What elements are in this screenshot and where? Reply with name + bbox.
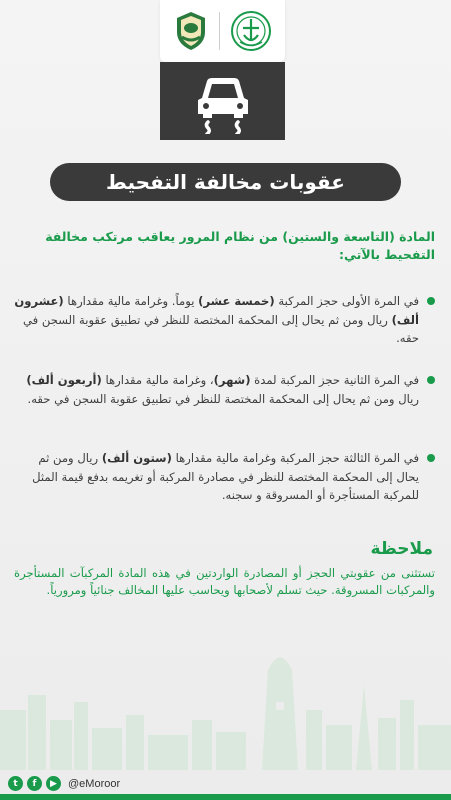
- page-title: [50, 163, 401, 201]
- list-item: في المرة الثالثة حجز المركبة وغرامة مالية مقدارها (ستون ألف) ريال ومن ثم يحال إلى المحكمة المختصة للنظر في مصادرة المركبة أو تغريمه بدفع قيمة المثل للمركبة المستأجرة أو المسروقة و سجنه.: [14, 449, 435, 505]
- note-title: ملاحظة: [370, 539, 433, 559]
- logo-divider: [219, 12, 220, 50]
- drifting-car-icon: [188, 68, 258, 134]
- intro-text: المادة (التاسعة والستين) من نظام المرور يعاقب مرتكب مخالفة التفحيط بالآتي:: [45, 229, 435, 262]
- social-links: [8, 776, 120, 791]
- youtube-icon[interactable]: ▶: [46, 776, 61, 791]
- social-handle[interactable]: @eMoroor: [68, 777, 121, 790]
- facebook-icon[interactable]: f: [27, 776, 42, 791]
- bullet-icon: [427, 376, 435, 384]
- bullet-icon: [427, 297, 435, 305]
- ministry-interior-emblem: [230, 10, 272, 52]
- footer-accent-bar: [0, 794, 451, 800]
- logo-card: [160, 0, 285, 62]
- general-directorate-traffic-emblem: [173, 10, 209, 52]
- list-item: في المرة الثانية حجز المركبة لمدة (شهر)، وغرامة مالية مقدارها (أربعون ألف) ريال ومن ثم يحال إلى المحكمة المختصة للنظر في تطبيق عقوبة السجن في حقه.: [14, 371, 435, 408]
- riyadh-skyline-decoration: [0, 640, 451, 770]
- note-body: تستثنى من عقوبتي الحجز أو المصادرة الواردتين في هذه المادة المركبآت المستأجرة والمركبات المسروقة. حيث تسلم لأصحابها ويحاسب عليها المخالف جنائياً ومرورياً.: [14, 566, 435, 597]
- bullet-icon: [427, 454, 435, 462]
- footer: [0, 772, 451, 800]
- drifting-car-icon-box: [160, 62, 285, 140]
- page-title-text: عقوبات مخالفة التفحيط: [106, 170, 345, 194]
- twitter-icon[interactable]: t: [8, 776, 23, 791]
- list-item: في المرة الأولى حجز المركبة (خمسة عشر) يوماً. وغرامة مالية مقدارها (عشرون ألف) ريال ومن ثم يحال إلى المحكمة المختصة للنظر في تطبيق عقوبة السجن في حقه.: [14, 292, 435, 348]
